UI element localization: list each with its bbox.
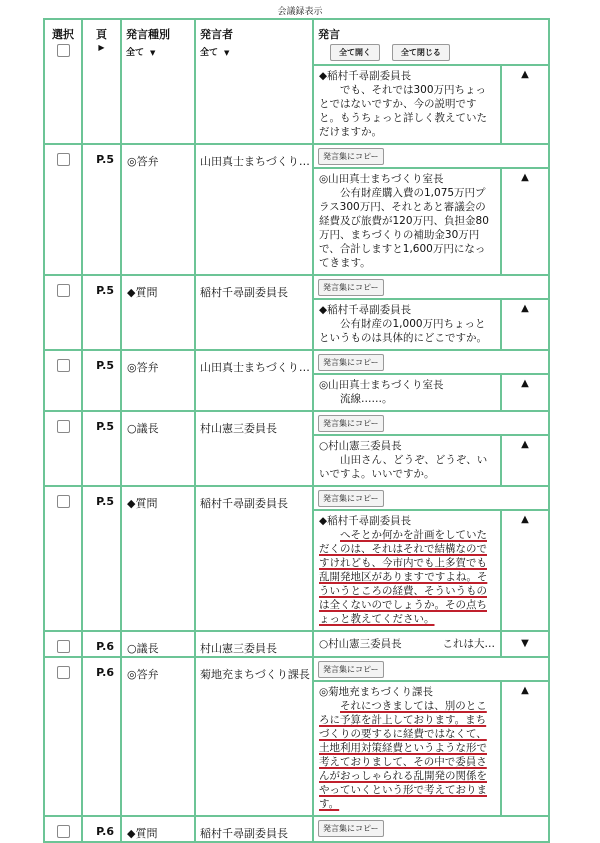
row-select-cell bbox=[44, 411, 82, 486]
speech-speaker: ◆稲村千尋副委員長 bbox=[319, 515, 412, 527]
expand-all-button[interactable]: 全て開く bbox=[330, 44, 380, 61]
collapse-up-icon[interactable]: ▲ bbox=[501, 681, 549, 816]
row-checkbox[interactable] bbox=[57, 153, 70, 166]
collapse-up-icon[interactable]: ▲ bbox=[501, 299, 549, 350]
copy-cell bbox=[313, 144, 549, 168]
row-page: P.5 bbox=[82, 275, 121, 350]
row-speaker: 山田真士まちづくり… bbox=[195, 350, 313, 411]
row-checkbox[interactable] bbox=[57, 825, 70, 838]
collapse-up-icon[interactable]: ▲ bbox=[501, 435, 549, 486]
row-type: ◆質問 bbox=[121, 816, 195, 842]
table-row bbox=[44, 631, 549, 657]
table-row bbox=[44, 816, 549, 842]
row-checkbox[interactable] bbox=[57, 666, 70, 679]
chevron-down-icon: ▼ bbox=[224, 49, 230, 57]
speaker-header-label: 発言者 bbox=[200, 28, 233, 41]
row-checkbox[interactable] bbox=[57, 640, 70, 653]
page-column-header[interactable] bbox=[82, 19, 121, 144]
speech-body-highlighted: それにつきましては、別のところに予算を計上しております。まちづくりの要するに経費ではなくて、土地利用対策経費というような形で考えておりまして、その中で委員さんがおっしゃられる乱開発の関係をやっていくという形で考えております。 bbox=[319, 700, 487, 810]
copy-cell bbox=[313, 275, 549, 299]
copy-to-collection-button[interactable]: 発言集にコピー bbox=[318, 148, 384, 165]
minutes-table-wrap bbox=[43, 18, 548, 843]
speech-speaker: ◎菊地充まちづくり課長 bbox=[319, 686, 434, 698]
row-page: P.5 bbox=[82, 350, 121, 411]
row-type: ○議長 bbox=[121, 631, 195, 657]
text-column-header bbox=[313, 19, 549, 65]
type-filter-select[interactable] bbox=[126, 42, 190, 58]
speech-text bbox=[313, 65, 501, 144]
type-header-label: 発言種別 bbox=[126, 28, 170, 41]
copy-to-collection-button[interactable]: 発言集にコピー bbox=[318, 354, 384, 371]
speech-text bbox=[313, 510, 501, 631]
row-speaker: 菊地充まちづくり課長 bbox=[195, 657, 313, 816]
collapse-up-icon[interactable]: ▲ bbox=[501, 168, 549, 275]
row-page: P.6 bbox=[82, 816, 121, 842]
sort-arrow-icon[interactable]: ▶ bbox=[98, 43, 105, 52]
speech-body: 公有財産の1,000万円ちょっとというものは具体的にどこですか。 bbox=[319, 318, 487, 344]
row-page: P.5 bbox=[82, 411, 121, 486]
table-row bbox=[44, 657, 549, 681]
copy-cell bbox=[313, 486, 549, 510]
row-speaker: 稲村千尋副委員長 bbox=[195, 486, 313, 631]
expand-down-icon[interactable]: ▼ bbox=[501, 631, 549, 657]
row-select-cell bbox=[44, 657, 82, 816]
speaker-column-header bbox=[195, 19, 313, 144]
speech-body: でも、それでは300万円ちょっとではないですか、今の説明ですと。もうちょっと詳しく教えていただけますか。 bbox=[319, 84, 487, 138]
minutes-table bbox=[43, 18, 550, 843]
row-select-cell bbox=[44, 275, 82, 350]
speech-body: 山田さん、どうぞ、どうぞ、いいですよ。いいですか。 bbox=[319, 454, 488, 480]
table-row bbox=[44, 411, 549, 435]
speech-speaker: ◎山田真士まちづくり室長 bbox=[319, 173, 444, 185]
row-page: P.6 bbox=[82, 631, 121, 657]
text-header-label: 発言 bbox=[318, 28, 340, 41]
speech-speaker: ◆稲村千尋副委員長 bbox=[319, 304, 412, 316]
collapse-up-icon[interactable]: ▲ bbox=[501, 374, 549, 411]
row-page: P.6 bbox=[82, 657, 121, 816]
row-type: ○議長 bbox=[121, 411, 195, 486]
collapse-all-button[interactable]: 全て閉じる bbox=[392, 44, 450, 61]
table-row bbox=[44, 144, 549, 168]
row-select-cell bbox=[44, 144, 82, 275]
row-type: ◎答弁 bbox=[121, 144, 195, 275]
row-type: ◆質問 bbox=[121, 486, 195, 631]
collapse-up-icon[interactable]: ▲ bbox=[501, 65, 549, 144]
select-header-label: 選択 bbox=[52, 28, 74, 41]
row-select-cell bbox=[44, 350, 82, 411]
row-page: P.5 bbox=[82, 144, 121, 275]
row-select-cell bbox=[44, 486, 82, 631]
speech-text bbox=[313, 168, 501, 275]
row-type: ◎答弁 bbox=[121, 350, 195, 411]
row-speaker: 稲村千尋副委員長 bbox=[195, 816, 313, 842]
speech-speaker: ○村山憲三委員長 bbox=[319, 440, 402, 452]
row-type: ◆質問 bbox=[121, 275, 195, 350]
row-checkbox[interactable] bbox=[57, 359, 70, 372]
type-column-header bbox=[121, 19, 195, 144]
speaker-filter-select[interactable] bbox=[200, 42, 308, 58]
type-filter-value: 全て bbox=[126, 48, 145, 58]
speech-body-highlighted: へそとか何かを計画をしていただくのは、それはそれで結構なのですけれども、今市内でも上多賀でも乱開発地区がありますですよね。そういうところの経費、そういうものは全くないのでしょうか。その点ちょっと教えてください。 bbox=[319, 529, 488, 625]
page-header-label: 頁 bbox=[96, 28, 107, 41]
speaker-filter-value: 全て bbox=[200, 48, 219, 58]
row-speaker: 村山憲三委員長 bbox=[195, 631, 313, 657]
copy-to-collection-button[interactable]: 発言集にコピー bbox=[318, 490, 384, 507]
copy-to-collection-button[interactable]: 発言集にコピー bbox=[318, 415, 384, 432]
row-select-cell bbox=[44, 631, 82, 657]
row-speaker: 村山憲三委員長 bbox=[195, 411, 313, 486]
speech-body: 流線……。 bbox=[340, 393, 393, 405]
copy-to-collection-button[interactable]: 発言集にコピー bbox=[318, 661, 384, 678]
speech-speaker: ◆稲村千尋副委員長 bbox=[319, 70, 412, 82]
speech-text bbox=[313, 681, 501, 816]
copy-cell bbox=[313, 657, 549, 681]
copy-cell bbox=[313, 350, 549, 374]
select-column-header bbox=[44, 19, 82, 144]
table-row bbox=[44, 275, 549, 299]
row-type: ◎答弁 bbox=[121, 657, 195, 816]
copy-to-collection-button[interactable]: 発言集にコピー bbox=[318, 820, 384, 837]
row-checkbox[interactable] bbox=[57, 284, 70, 297]
copy-cell bbox=[313, 411, 549, 435]
speech-text bbox=[313, 299, 501, 350]
window-title: 会議録表示 bbox=[277, 7, 323, 17]
chevron-down-icon: ▼ bbox=[150, 49, 156, 57]
select-all-checkbox[interactable] bbox=[57, 44, 70, 57]
row-speaker: 稲村千尋副委員長 bbox=[195, 275, 313, 350]
header-row bbox=[44, 19, 549, 65]
speech-speaker: ◎山田真士まちづくり室長 bbox=[319, 379, 444, 391]
speech-preview[interactable] bbox=[313, 631, 501, 657]
table-row bbox=[44, 350, 549, 374]
preview-speaker: ○村山憲三委員長 bbox=[319, 638, 402, 650]
preview-text: これは大… bbox=[442, 638, 495, 650]
row-checkbox[interactable] bbox=[57, 495, 70, 508]
copy-to-collection-button[interactable]: 発言集にコピー bbox=[318, 279, 384, 296]
row-select-cell bbox=[44, 816, 82, 842]
speech-text bbox=[313, 435, 501, 486]
table-row bbox=[44, 486, 549, 510]
collapse-up-icon[interactable]: ▲ bbox=[501, 510, 549, 631]
speech-body: 公有財産購入費の1,075万円プラス300万円、それとあと審議会の経費及び旅費が120万円、負担金80万円、まちづくりの補助金30万円で、合計しますと1,600万円になってきます。 bbox=[319, 187, 489, 269]
row-page: P.5 bbox=[82, 486, 121, 631]
row-speaker: 山田真士まちづくり… bbox=[195, 144, 313, 275]
speech-text bbox=[313, 374, 501, 411]
copy-cell bbox=[313, 816, 549, 842]
row-checkbox[interactable] bbox=[57, 420, 70, 433]
